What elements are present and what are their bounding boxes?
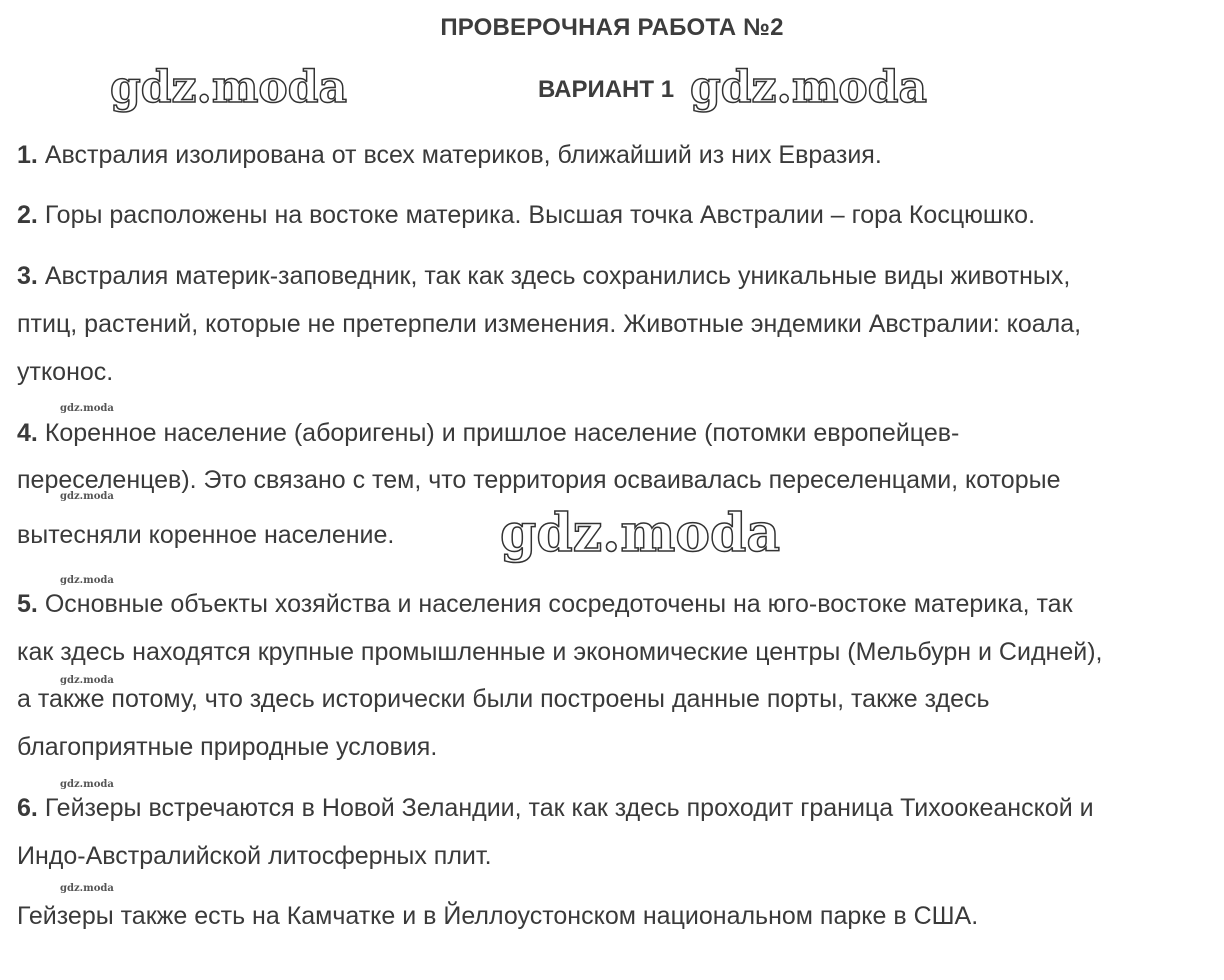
answer-text-line: вытесняли коренное население.: [17, 521, 395, 549]
answer-text: Коренное население (аборигены) и пришлое население (потомки европейцев-: [44, 419, 960, 447]
answer-number: 5.: [17, 590, 38, 618]
answer-text: Австралия изолирована от всех материков, ближайший из них Евразия.: [44, 141, 882, 169]
answer-text: Австралия материк-заповедник, так как здесь сохранились уникальные виды животных,: [44, 262, 1071, 290]
answer-text-line: переселенцев). Это связано с тем, что территория осваивалась переселенцами, которые: [17, 466, 1061, 494]
watermark-small: gdz.moda: [60, 403, 114, 414]
answer-2: [17, 203, 1035, 228]
answer-text: Основные объекты хозяйства и населения сосредоточены на юго-востоке материка, так: [44, 590, 1073, 618]
watermark-logo: gdz.moda: [110, 62, 348, 113]
answer-6: [17, 796, 1094, 821]
watermark-small: gdz.moda: [60, 575, 114, 586]
answer-number: 1.: [17, 141, 38, 169]
answer-text-line: как здесь находятся крупные промышленные и экономические центры (Мельбурн и Сидней),: [17, 638, 1103, 666]
answer-number: 6.: [17, 794, 38, 822]
watermark-small: gdz.moda: [60, 491, 114, 502]
answer-number: 3.: [17, 262, 38, 290]
answer-text: Горы расположены на востоке материка. Высшая точка Австралии – гора Косцюшко.: [44, 201, 1036, 229]
answer-text-line: утконос.: [17, 358, 114, 386]
answer-text-line: Индо-Австралийской литосферных плит.: [17, 842, 492, 870]
watermark-small: gdz.moda: [60, 675, 114, 686]
watermark-logo: gdz.moda: [500, 503, 781, 564]
answer-3: [17, 264, 1070, 289]
answer-4: [17, 421, 959, 446]
page-title: ПРОВЕРОЧНАЯ РАБОТА №2: [440, 14, 784, 41]
answer-text-line: благоприятные природные условия.: [17, 733, 438, 761]
watermark-small: gdz.moda: [60, 779, 114, 790]
answer-1: [17, 143, 882, 168]
answer-text-line: Гейзеры также есть на Камчатке и в Йеллоустонском национальном парке в США.: [17, 902, 979, 930]
answer-number: 2.: [17, 201, 38, 229]
variant-label: ВАРИАНТ 1: [538, 76, 675, 103]
watermark-small: gdz.moda: [60, 883, 114, 894]
answer-text-line: птиц, растений, которые не претерпели изменения. Животные эндемики Австралии: коала,: [17, 310, 1082, 338]
answer-text: Гейзеры встречаются в Новой Зеландии, так как здесь проходит граница Тихоокеанской и: [44, 794, 1094, 822]
watermark-logo: gdz.moda: [690, 62, 928, 113]
answer-number: 4.: [17, 419, 38, 447]
answer-text-line: а также потому, что здесь исторически были построены данные порты, также здесь: [17, 685, 990, 713]
answer-5: [17, 592, 1073, 617]
